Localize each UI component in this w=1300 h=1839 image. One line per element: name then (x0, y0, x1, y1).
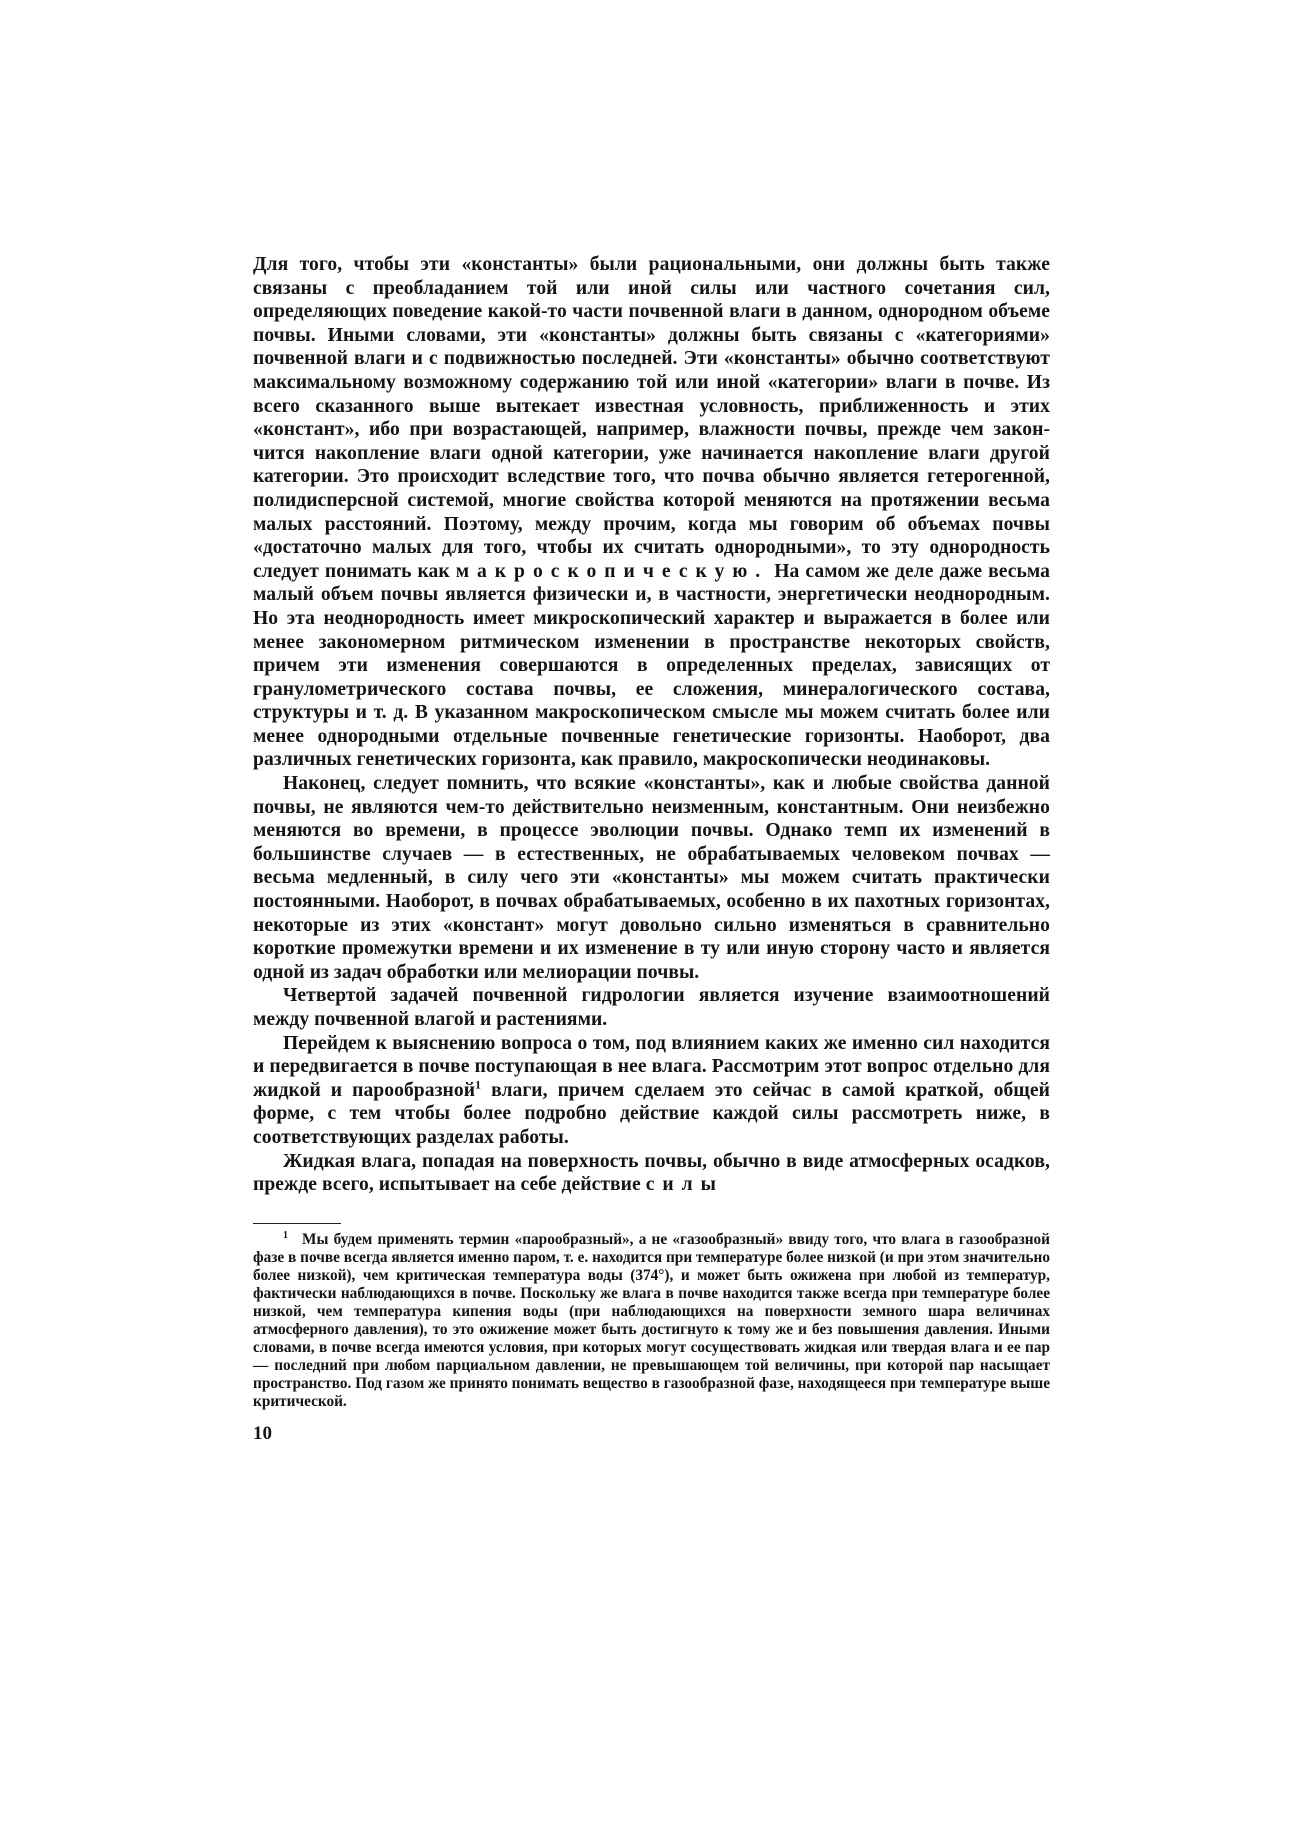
spaced-emphasis-word-2: силы (645, 1174, 724, 1196)
footnote-text: Мы будем применять термин «парообразный», а не «газообразный» ввиду того, что влага в газообразной фазе в почве всегда является именно паром, т. е. находится при температуре более низкой (и при этом значительно более низкой), чем критическая температура воды (374°), и может быть ожижена при любой из температур, фактически наблюдающихся в почве. Поскольку же влага в почве находится также всегда при температуре более низкой, чем температура кипения воды (при наблюдающихся на поверхности земного шара величинах атмосферного давления), то это ожижение может быть достигнуто к тому же и без повышения давления. Иными словами, в почве всегда имеются условия, при которых могут сосуществовать жидкая или твердая влага и ее пар — последний при любом парциальном давлении, не превышающем той величины, при которой пар насыщает пространство. Под газом же принято понимать вещество в газообразной фазе, находящееся при температуре выше критической. (253, 1230, 1050, 1410)
footnote-divider (253, 1223, 341, 1224)
paragraph-1 (253, 253, 1050, 772)
document-page (253, 253, 1050, 1445)
paragraph-1-text-b: На самом же деле даже весьма малый объем почвы является физически и, в частности, энергетически неоднородным. Но эта неоднородность имеет микроскопический характер и выражается в более или менее закономерном ритмическом изменении в пространстве некоторых свойств, причем эти изменения совершаются в определенных пределах, зависящих от гранулометрического состава почвы, ее сложения, минералогического состава, структуры и т. д. В указанном макроскопическом смысле мы можем считать более или менее однородными отдельные почвенные генетические горизонты. Наоборот, два различных генетических горизонта, как правило, макроскопически неодинаковы. (253, 560, 1050, 771)
footnote (253, 1231, 1050, 1411)
paragraph-4-text-b: влаги, причем сделаем это сейчас в самой краткой, общей форме, с тем чтобы более подробно действие каждой силы рассмотреть ниже, в соответствующих разделах работы. (253, 1079, 1050, 1148)
footnote-number: 1 (283, 1229, 288, 1241)
paragraph-2: Наконец, следует помнить, что всякие «константы», как и любые свойства данной почвы, не являются чем-то действительно неизменным, константным. Они неизбежно меняются во времени, в процессе эволюции почвы. Однако темп их изменений в большинстве случаев — в естественных, не обрабатываемых человеком почвах — весьма медленный, в силу чего эти «константы» мы можем считать практически постоянными. Наоборот, в почвах обрабатываемых, особенно в их пахотных горизонтах, некоторые из этих «констант» могут довольно сильно изменяться в сравнительно короткие промежутки времени и их изменение в ту или иную сторону часто и является одной из задач обработки или мелиорации почвы. (253, 773, 1050, 983)
main-text (253, 253, 1050, 1197)
paragraph-1-text-a: Для того, чтобы эти «константы» были рациональными, они должны быть также связаны с преобладанием той или иной силы или частного сочетания сил, определяющих поведение какой-то части почвенной влаги в данном, однородном объеме почвы. Иными словами, эти «константы» должны быть связаны с «категориями» почвенной влаги и с подвижностью последней. Эти «константы» обычно соответствуют максимальному возможному содержанию той или иной «категории» влаги в почве. Из всего сказанного выше вытекает известная условность, приближенность и этих «констант», ибо при возрастающей, например, влажности почвы, прежде чем закончится накопление влаги одной категории, уже начинается накопление влаги другой категории. Это происходит вследствие того, что почва обычно является гетерогенной, полидисперсной системой, многие свойства которой меняются на протяжении весьма малых расстояний. Поэтому, между прочим, когда мы говорим об объемах почвы «достаточно малых для того, чтобы их считать однородными», то эту однородность следует понимать как (253, 254, 1050, 582)
paragraph-5-text: Жидкая влага, попадая на поверхность почвы, обычно в виде атмосферных осадков, прежде всего, испытывает на себе действие (253, 1150, 1050, 1196)
paragraph-5 (253, 1150, 1050, 1197)
page-number: 10 (253, 1422, 272, 1444)
paragraph-4 (253, 1032, 1050, 1150)
paragraph-4-text-a: Перейдем к выяснению вопроса о том, под влиянием каких же именно сил находится и передвигается в почве поступающая в нее влага. Рассмотрим этот вопрос отдельно для жидкой и парообразной (253, 1032, 1050, 1101)
footnote-reference: 1 (475, 1077, 482, 1092)
paragraph-3: Четвертой задачей почвенной гидрологии является изучение взаимоотношений между почвенной влагой и растениями. (253, 985, 1050, 1030)
spaced-emphasis-word: макроскопическую. (455, 560, 769, 582)
